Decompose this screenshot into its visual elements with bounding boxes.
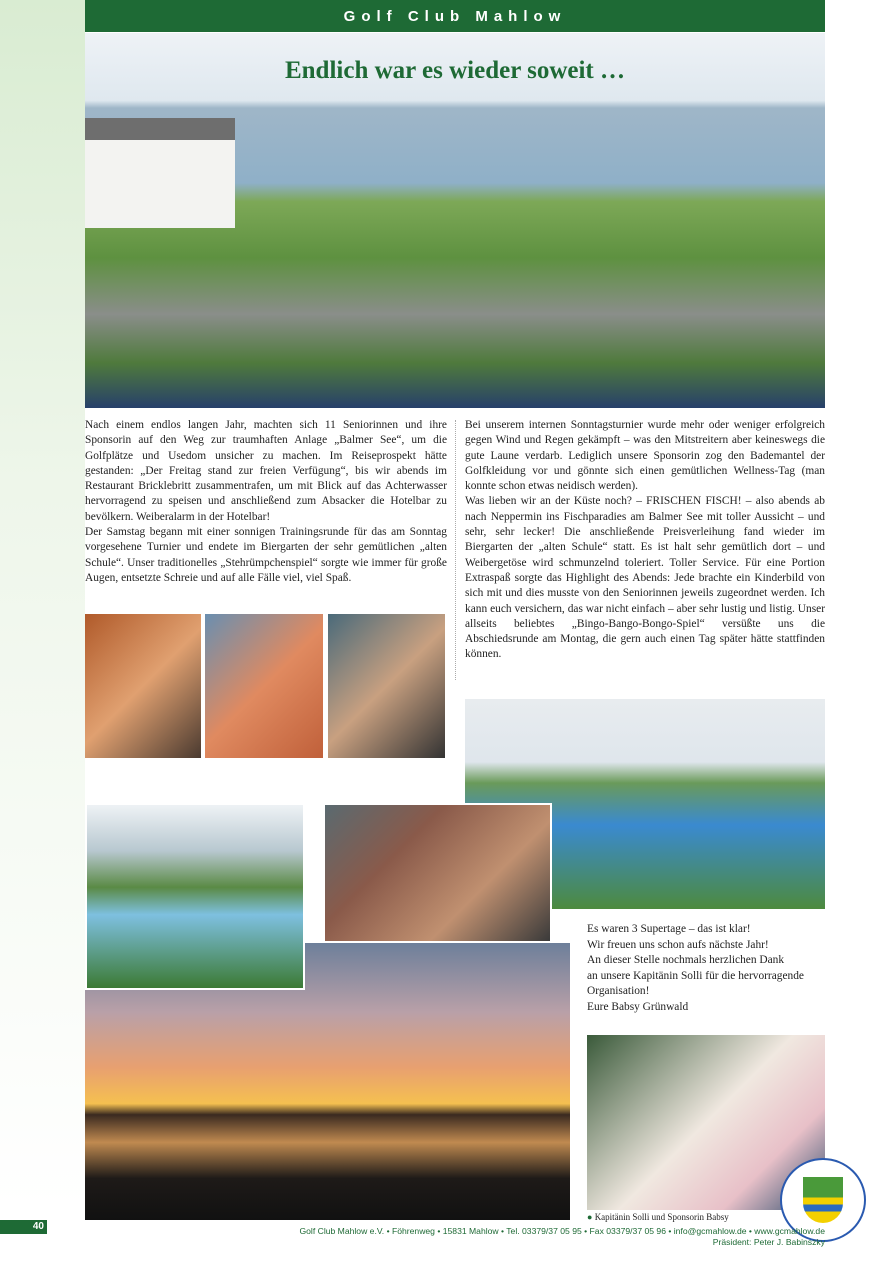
logo-shield-icon [803,1177,843,1223]
header-bar: Golf Club Mahlow [85,0,825,32]
photo-caption [587,1212,729,1222]
footer-address: Golf Club Mahlow e.V. • Föhrenweg • 15831 Mahlow • Tel. 03379/37 05 95 • Fax 03379/37 05 96 • info@gcmahlow.de • www.gcmahlow.de [299,1226,825,1236]
footer-president: Präsident: Peter J. Babinszky [712,1237,825,1247]
bullet-icon: ● [587,1212,593,1222]
photo-dinner [323,803,552,943]
photo-party-hat-2 [205,614,323,758]
paragraph: Bei unserem internen Sonntagsturnier wurde mehr oder weniger erfolgreich gegen Wind und Regen gekämpft – was den Mitstreitern aber keineswegs die gute Laune verdarb. Lediglich unsere Sponsorin zog den Bademantel der Golfkleidung vor und gönnte sich einen gemütlichen Wellness-Tag (man konnte schon etwas neidisch werden). [465,419,825,493]
left-column [85,418,447,586]
paragraph: Nach einem endlos langen Jahr, machten sich 11 Seniorinnen und ihre Sponsorin auf den Weg zur traumhaften Anlage „Balmer See“, um die Golfplätze und Usedom unsicher zu machen. Im Reiseprospekt hätte gestanden: „Der Freitag stand zur freien Verfügung“, bis wir abends im Restaurant Bricklebritt zusammentrafen, um mit Blick auf das Achterwasser hervorragend zu speisen und anschließend zum Absacker die Hotelbar zu bevölkern. Weiberalarm in der Hotelbar! [85,419,447,523]
hotel-building [85,118,235,228]
hero-photo-hotel-lake [85,33,825,408]
closing-text [587,922,825,1015]
closing-line: An dieser Stelle nochmals herzlichen Dank [587,954,785,966]
caption-text: Kapitänin Solli und Sponsorin Babsy [594,1212,729,1222]
right-column [465,418,825,663]
paragraph: Der Samstag begann mit einer sonnigen Trainingsrunde für das am Sonntag vorgesehene Turnier und endete im Biergarten der sehr gemütlichen „alten Schule“. Unser traditionelles „Stehrümpchenspiel“ sorgte wie immer für große Augen, entsetzte Schreie und auf alle Fälle viel, viel Spaß. [85,526,447,584]
side-gradient [0,0,85,1210]
column-divider [455,420,456,680]
closing-line: Es waren 3 Supertage – das ist klar! [587,923,751,935]
paragraph: Was lieben wir an der Küste noch? – FRISCHEN FISCH! – also abends ab nach Neppermin ins Fischparadies am Balmer See mit toller Aussicht – und sehr, sehr lecker! Die anschließende Preisverleihung fand wieder im Biergarten der „alten Schule“ statt. Es ist halt sehr gemütlich dort – und Weibergetöse wird schmunzelnd toleriert. Toller Service. Für eine Portion Extraspaß sorgte das Highlight des Abends: Jede brachte ein Kinderbild von sich mit und dies musste von den Seniorinnen jeweils zugeordnet werden. Ich kann euch versichern, das war nicht einfach – aber sehr lustig und listig. Unser allseits beliebtes „Bingo-Bango-Bongo-Spiel“ versüßte uns die Abschiedsrunde am Montag, die gern auch einen Tag später hätte stattfinden können. [465,495,825,661]
closing-signature: Eure Babsy Grünwald [587,1000,689,1013]
photo-golf-cart [85,803,305,990]
page-number: 40 [0,1220,47,1234]
closing-line: Wir freuen uns schon aufs nächste Jahr! [587,938,769,951]
photo-party-hat-3 [328,614,445,758]
article-title: Endlich war es wieder soweit … [284,57,626,84]
closing-line: an unsere Kapitänin Solli für die hervorragende Organisation! [587,969,804,997]
photo-party-hat-1 [85,614,201,758]
